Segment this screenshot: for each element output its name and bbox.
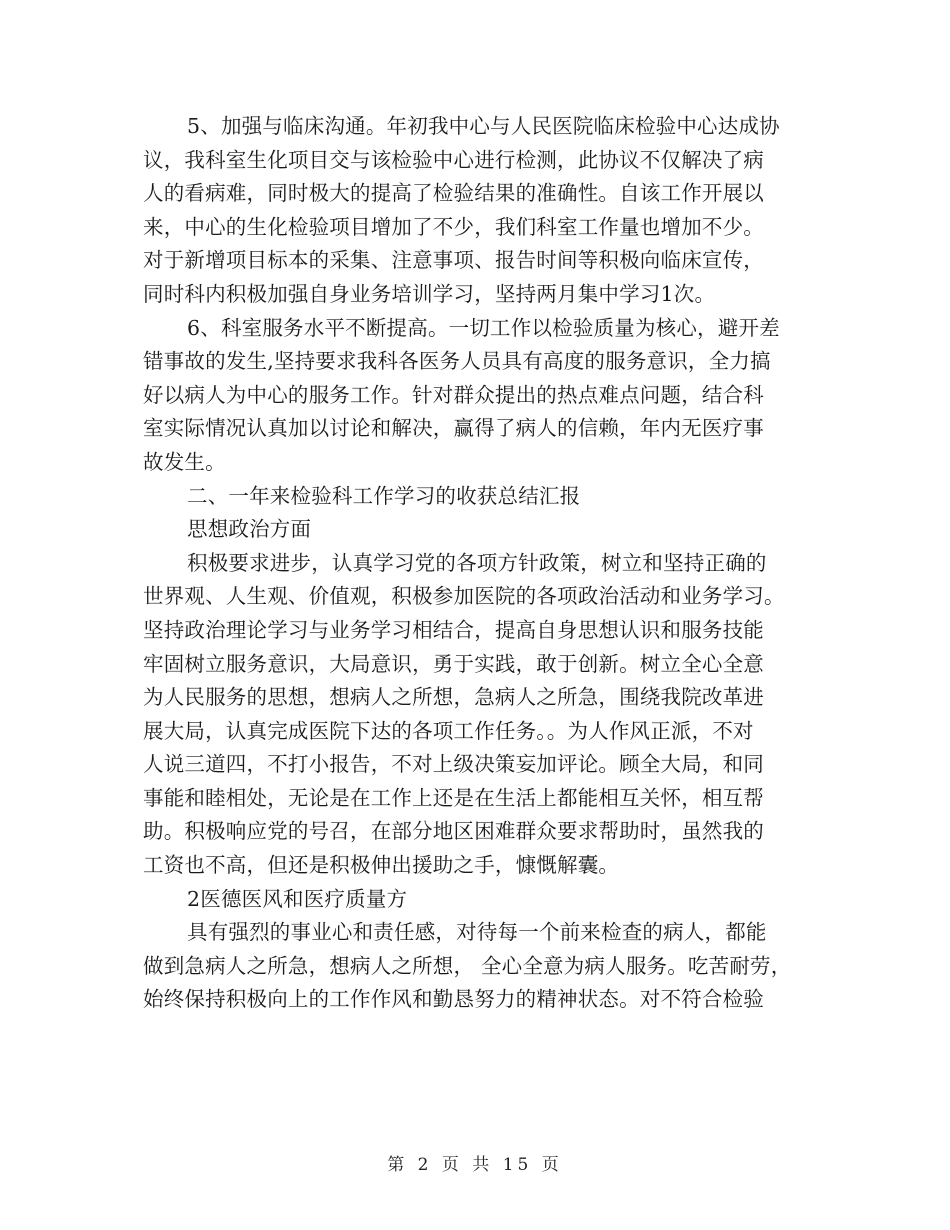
text-line: 来，中心的生化检验项目增加了不少，我们科室工作量也增加不少。 (143, 214, 764, 239)
text-line: 5、加强与临床沟通。年初我中心与人民医院临床检验中心达成协 (187, 114, 780, 138)
text-line: 议，我科室生化项目交与该检验中心进行检测，此协议不仅解决了病 (143, 147, 764, 172)
text-line: 为人民服务的思想，想病人之所想，急病人之所急，围绕我院改革进 (143, 685, 764, 710)
text-line: 2医德医风和医疗质量方 (187, 886, 408, 911)
text-line: 助。积极响应党的号召，在部分地区困难群众要求帮助时，虽然我的 (143, 819, 764, 844)
text-line: 坚持政治理论学习与业务学习相结合，提高自身思想认识和服务技能 (143, 617, 764, 642)
text-line: 牢固树立服务意识，大局意识，勇于实践，敢于创新。树立全心全意 (143, 651, 764, 676)
text-line: 思想政治方面 (187, 517, 312, 542)
text-line: 同时科内积极加强自身业务培训学习，坚持两月集中学习1次。 (143, 281, 716, 306)
text-line: 二、一年来检验科工作学习的收获总结汇报 (187, 483, 581, 508)
document-body (143, 110, 823, 1017)
text-line: 工资也不高，但还是积极伸出援助之手，慷慨解囊。 (143, 853, 620, 878)
text-line: 6、科室服务水平不断提高。一切工作以检验质量为核心，避开差 (187, 315, 780, 340)
text-line: 人的看病难，同时极大的提高了检验结果的准确性。自该工作开展以 (143, 181, 764, 206)
text-line: 展大局，认真完成医院下达的各项工作任务。。为人作风正派，不对 (143, 718, 754, 743)
text-line: 室实际情况认真加以讨论和解决，赢得了病人的信赖，年内无医疗事 (143, 416, 764, 441)
text-line: 始终保持积极向上的工作作风和勤恳努力的精神状态。对不符合检验 (143, 987, 764, 1012)
text-line: 故发生。 (143, 449, 226, 474)
text-line: 人说三道四，不打小报告，不对上级决策妄加评论。顾全大局，和同 (143, 752, 764, 777)
text-line: 对于新增项目标本的采集、注意事项、报告时间等积极向临床宣传， (143, 248, 764, 273)
text-line: 积极要求进步，认真学习党的各项方针政策，树立和坚持正确的 (187, 550, 767, 575)
text-line: 好以病人为中心的服务工作。针对群众提出的热点难点问题，结合科 (143, 382, 764, 407)
text-line: 具有强烈的事业心和责任感，对待每一个前来检查的病人，都能 (187, 920, 767, 945)
page-footer: 第 2 页 共 15 页 (387, 1155, 563, 1175)
text-line: 事能和睦相处，无论是在工作上还是在生活上都能相互关怀，相互帮 (143, 785, 764, 810)
text-line: 世界观、人生观、价值观，积极参加医院的各项政治活动和业务学习。 (143, 584, 785, 609)
text-line: 错事故的发生,坚持要求我科各医务人员具有高度的服务意识，全力搞 (143, 349, 771, 374)
text-line: 做到急病人之所急，想病人之所想， 全心全意为病人服务。吃苦耐劳， (143, 953, 792, 978)
